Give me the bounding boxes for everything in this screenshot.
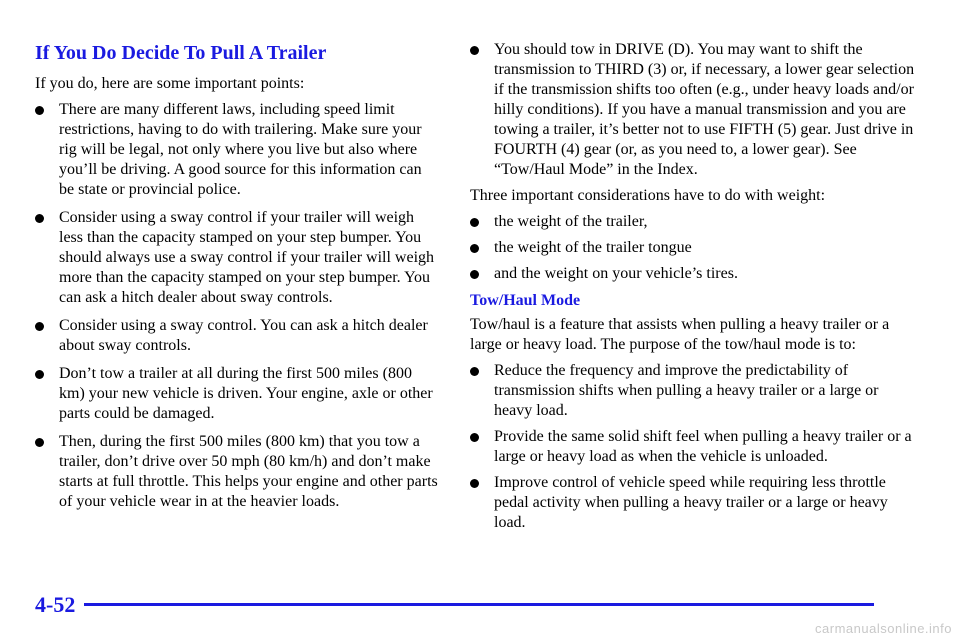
trailer-points-list [35, 100, 440, 512]
section-heading: If You Do Decide To Pull A Trailer [35, 42, 327, 64]
list-item: Improve control of vehicle speed while requiring less throttle pedal activity when pulling a heavy trailer or a large or heavy load. [470, 473, 915, 533]
bullet-icon [470, 270, 479, 279]
list-item: the weight of the trailer tongue [470, 238, 915, 258]
bullet-icon [470, 433, 479, 442]
tow-haul-intro-text: Tow/haul is a feature that assists when pulling a heavy trailer or a large or heavy load. The purpose of the tow/haul mode is to: [470, 316, 890, 353]
bullet-icon [470, 479, 479, 488]
bullet-icon [470, 244, 479, 253]
bullet-icon [35, 438, 44, 447]
right-column [470, 40, 915, 539]
tow-haul-list [470, 361, 915, 533]
weight-intro-text: Three important considerations have to do with weight: [470, 187, 826, 204]
bullet-icon [470, 367, 479, 376]
list-item: Consider using a sway control if your trailer will weigh less than the capacity stamped on your step bumper. You should always use a sway control if your trailer will weigh more than the capacity stamped on your step bumper. You can ask a hitch dealer about sway controls. [35, 208, 440, 308]
bullet-icon [35, 322, 44, 331]
list-item: Reduce the frequency and improve the predictability of transmission shifts when pulling a heavy trailer or a large or heavy load. [470, 361, 915, 421]
weight-list [470, 212, 915, 284]
page-number: 4-52 [35, 592, 76, 617]
list-item: the weight of the trailer, [470, 212, 915, 232]
watermark: carmanualsonline.info [815, 621, 952, 636]
bullet-icon [35, 106, 44, 115]
bullet-icon [470, 46, 479, 55]
list-item: Don’t tow a trailer at all during the first 500 miles (800 km) your new vehicle is driven. Your engine, axle or other parts could be damaged. [35, 364, 440, 424]
list-item: There are many different laws, including speed limit restrictions, having to do with trailering. Make sure your rig will be legal, not only where you live but also where you’ll be driving. A good source for this information can be state or provincial police. [35, 100, 440, 200]
drive-gear-list [470, 40, 915, 180]
bullet-icon [470, 218, 479, 227]
bullet-icon [35, 214, 44, 223]
list-item: Consider using a sway control. You can ask a hitch dealer about sway controls. [35, 316, 440, 356]
bullet-icon [35, 370, 44, 379]
intro-text: If you do, here are some important points: [35, 75, 305, 92]
footer-divider [84, 603, 874, 606]
list-item: Provide the same solid shift feel when pulling a heavy trailer or a large or heavy load as when the vehicle is unloaded. [470, 427, 915, 467]
list-item: Then, during the first 500 miles (800 km) that you tow a trailer, don’t drive over 50 mph (80 km/h) and don’t make starts at full throttle. This helps your engine and other parts of your vehicle wear in at the heavier loads. [35, 432, 440, 512]
subheading-tow-haul: Tow/Haul Mode [470, 292, 581, 309]
left-column [35, 40, 440, 520]
list-item: and the weight on your vehicle’s tires. [470, 264, 915, 284]
list-item: You should tow in DRIVE (D). You may want to shift the transmission to THIRD (3) or, if necessary, a lower gear selection if the transmission shifts too often (e.g., under heavy loads and/or hilly conditions). If you have a manual transmission and you are towing a trailer, it’s better not to use FIFTH (5) gear. Just drive in FOURTH (4) gear (or, as you need to, a lower gear). See “Tow/Haul Mode” in the Index. [470, 40, 915, 180]
